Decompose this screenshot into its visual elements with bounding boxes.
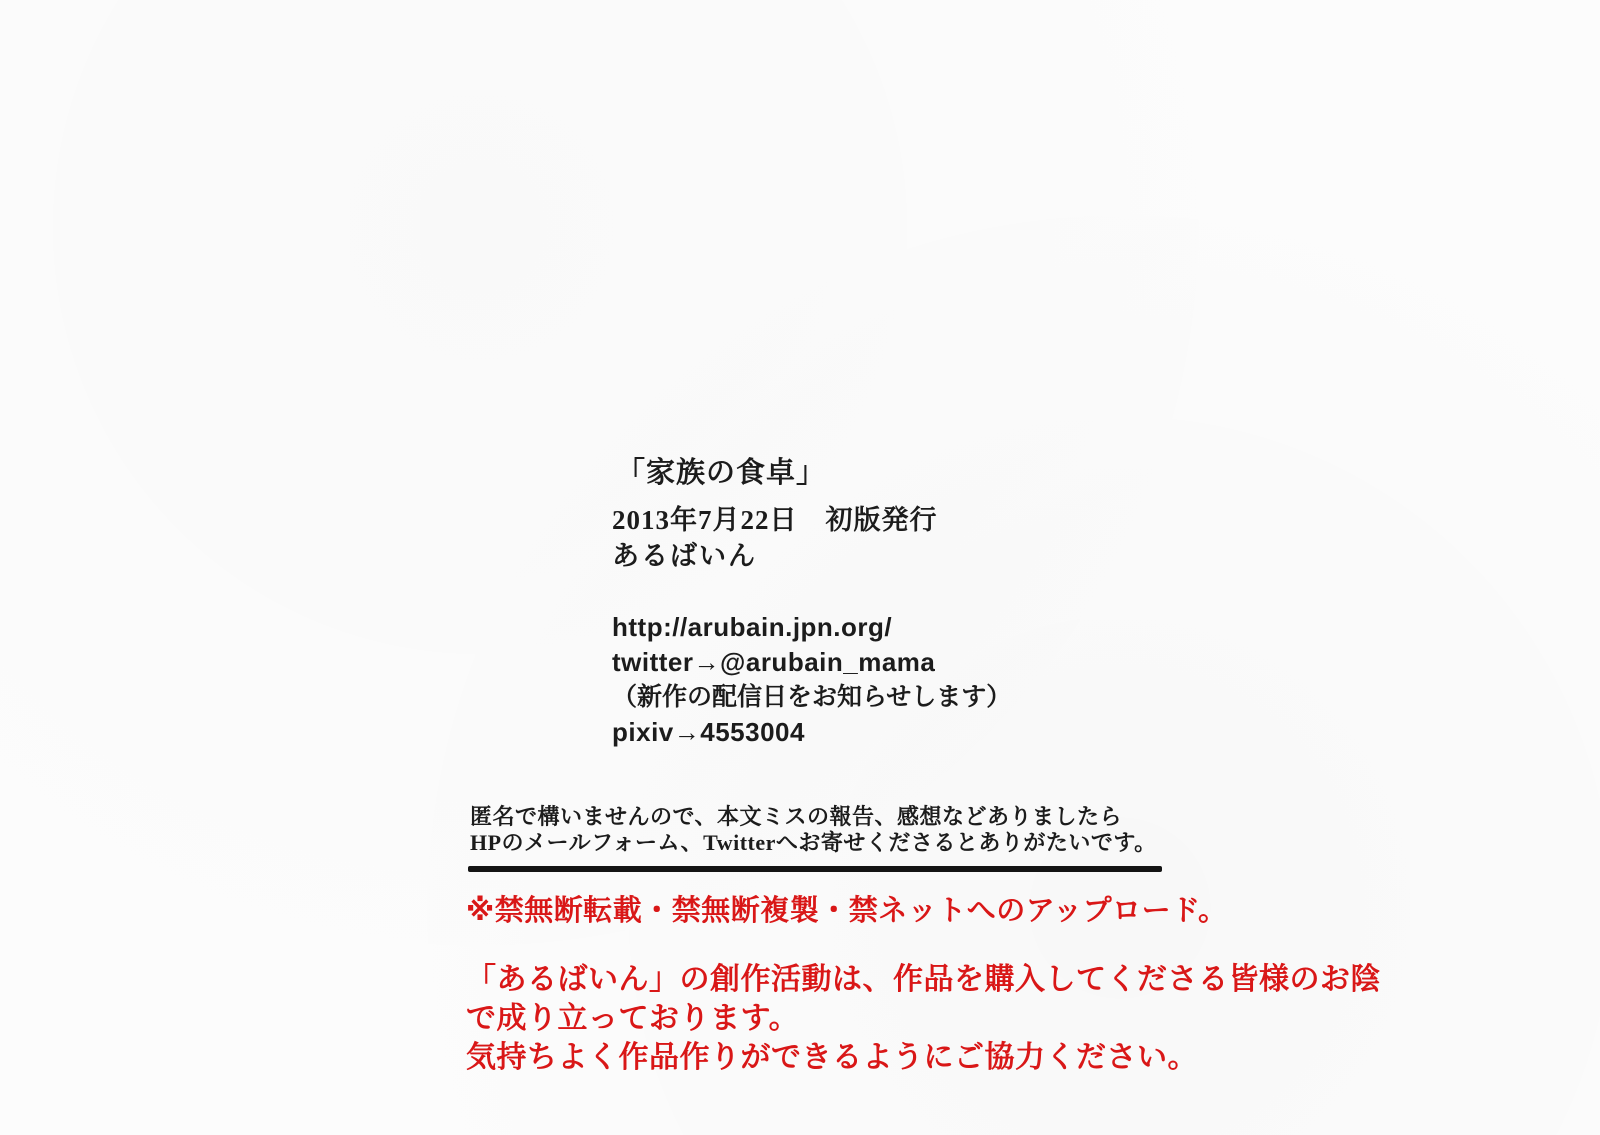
feedback-notice-line2: HPのメールフォーム、Twitterへお寄せくださるとありがたいです。: [470, 830, 1157, 855]
twitter-note: （新作の配信日をお知らせします）: [612, 683, 1012, 711]
work-title: 「家族の食卓」: [616, 457, 827, 489]
support-notice-line1: 「あるばいん」の創作活動は、作品を購入してくださる皆様のお陰: [466, 963, 1381, 996]
feedback-notice-line1: 匿名で構いませんので、本文ミスの報告、感想などありましたら: [470, 804, 1123, 829]
support-notice-line3: 気持ちよく作品作りができるようにご協力ください。: [466, 1041, 1198, 1074]
twitter-handle: twitter→@arubain_mama: [612, 647, 936, 677]
prohibition-notice: ※禁無断転載・禁無断複製・禁ネットへのアップロード。: [466, 895, 1228, 927]
feedback-notice: [470, 804, 1157, 856]
pixiv-id: pixiv→4553004: [612, 717, 805, 747]
support-notice: [466, 960, 1381, 1077]
divider-rule: [468, 866, 1162, 872]
support-notice-line2: で成り立っております。: [466, 1002, 800, 1035]
website-url: http://arubain.jpn.org/: [612, 612, 893, 642]
contact-block: [612, 610, 1011, 750]
circle-name: あるばいん: [612, 541, 757, 571]
edition-date: 2013年7月22日 初版発行: [612, 505, 938, 535]
